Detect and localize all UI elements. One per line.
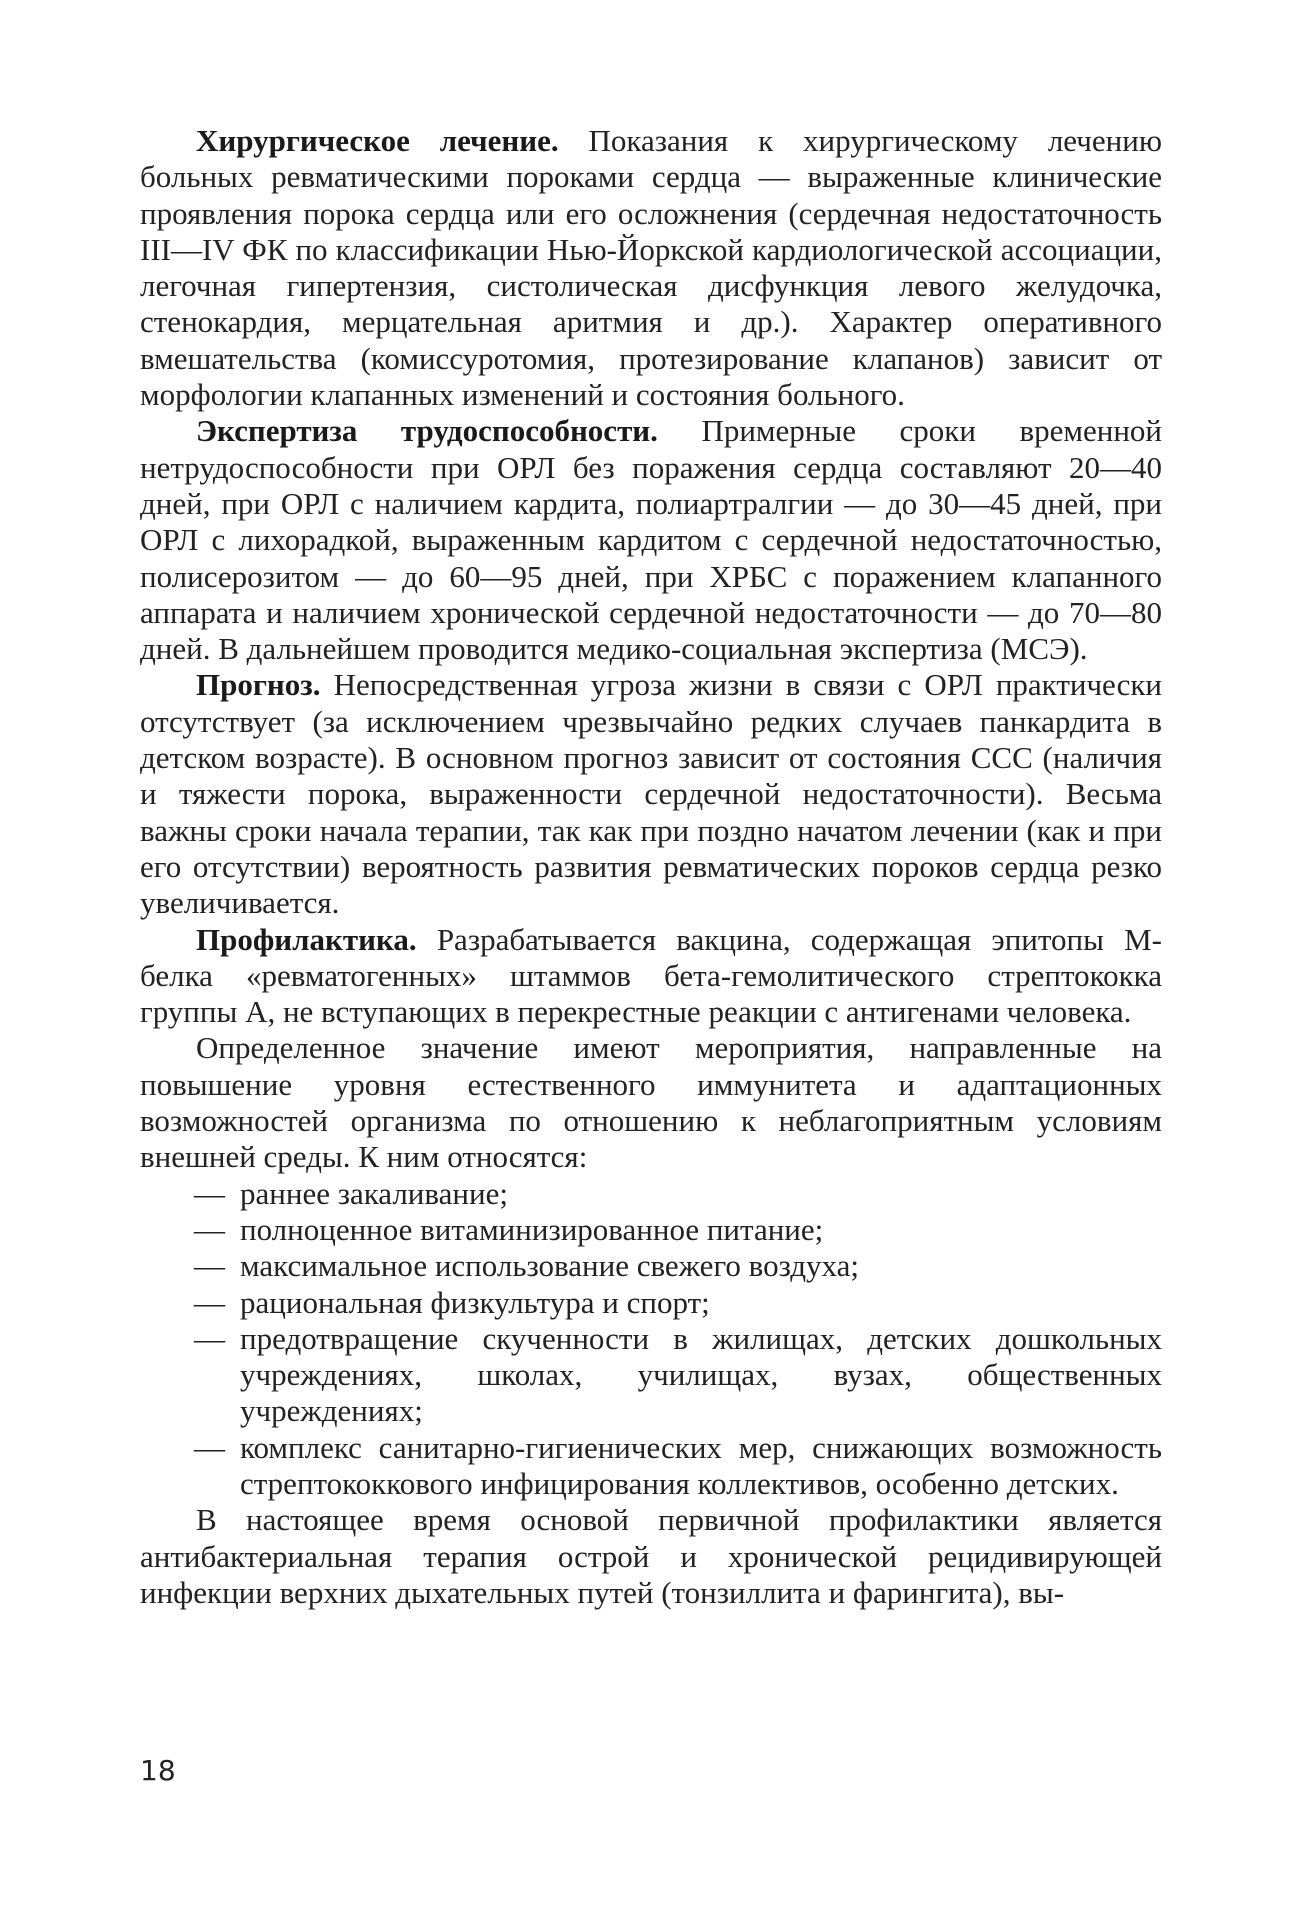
list-item: — полноценное витаминизированное питание; [240, 1212, 1162, 1248]
list-item: — рациональная физкультура и спорт; [240, 1285, 1162, 1321]
list-item: — предотвращение скученности в жилищах, детских дошкольных учреждениях, школах, училищах, вузах, общественных учреждениях; [240, 1321, 1162, 1430]
heading-prevention: Профилактика. [196, 921, 417, 957]
text-surgery: Показания к хирургическому лечению больных ревматическими пороками сердца — выраженные клинические проявления порока сердца или его осложнения (сердечная недостаточность III—IV ФК по классификации Нью-Йоркской кардиологической ассоциации, легочная гипертензия, систолическая дисфункция левого желудочка, стенокардия, мерцательная аритмия и др.). Характер оперативного вмешательства (комиссуротомия, протезирование клапанов) зависит от морфологии клапанных изменений и состояния больного. [140, 123, 1162, 413]
list-item: — максимальное использование свежего воздуха; [240, 1248, 1162, 1284]
paragraph-prevention [140, 922, 1162, 1031]
paragraph-measures-intro: Определенное значение имеют мероприятия, направленные на повышение уровня естественного иммунитета и адаптационных возможностей организма по отношению к неблагоприятным условиям внешней среды. К ним относятся: [140, 1030, 1162, 1175]
text-prevention: Разрабатывается вакцина, содержащая эпитопы М-белка «ревматогенных» штаммов бета-гемолитического стрептококка группы А, не вступающих в перекрестные реакции с антигенами человека. [140, 921, 1162, 1030]
heading-prognosis: Прогноз. [196, 667, 321, 703]
list-item: — раннее закаливание; [240, 1176, 1162, 1212]
page-number: 18 [140, 1754, 176, 1787]
paragraph-surgery [140, 123, 1162, 413]
page-body [140, 123, 1162, 1611]
heading-expertise: Экспертиза трудоспособности. [196, 413, 658, 449]
paragraph-closing: В настоящее время основой первичной профилактики является антибактериальная терапия острой и хронической рецидивирующей инфекции верхних дыхательных путей (тонзиллита и фарингита), вы- [140, 1502, 1162, 1610]
text-prognosis: Непосредственная угроза жизни в связи с ОРЛ практически отсутствует (за исключением чрезвычайно редких случаев панкардита в детском возрасте). В основном прогноз зависит от состояния ССС (наличия и тяжести порока, выраженности сердечной недостаточности). Весьма важны сроки начала терапии, так как при поздно начатом лечении (как и при его отсутствии) вероятность развития ревматических пороков сердца резко увеличивается. [140, 667, 1162, 921]
text-expertise: Примерные сроки временной нетрудоспособности при ОРЛ без поражения сердца составляют 20—40 дней, при ОРЛ с наличием кардита, полиартралгии — до 30—45 дней, при ОРЛ с лихорадкой, выраженным кардитом с сердечной недостаточностью, полисерозитом — до 60—95 дней, при ХРБС с поражением клапанного аппарата и наличием хронической сердечной недостаточности — до 70—80 дней. В дальнейшем проводится медико-социальная экспертиза (МСЭ). [140, 413, 1162, 667]
measures-list [140, 1176, 1162, 1503]
paragraph-prognosis [140, 667, 1162, 921]
paragraph-expertise [140, 413, 1162, 667]
list-item: — комплекс санитарно-гигиенических мер, снижающих возможность стрептококкового инфицирования коллективов, особенно детских. [240, 1430, 1162, 1503]
heading-surgery: Хирургическое лечение. [196, 123, 559, 158]
